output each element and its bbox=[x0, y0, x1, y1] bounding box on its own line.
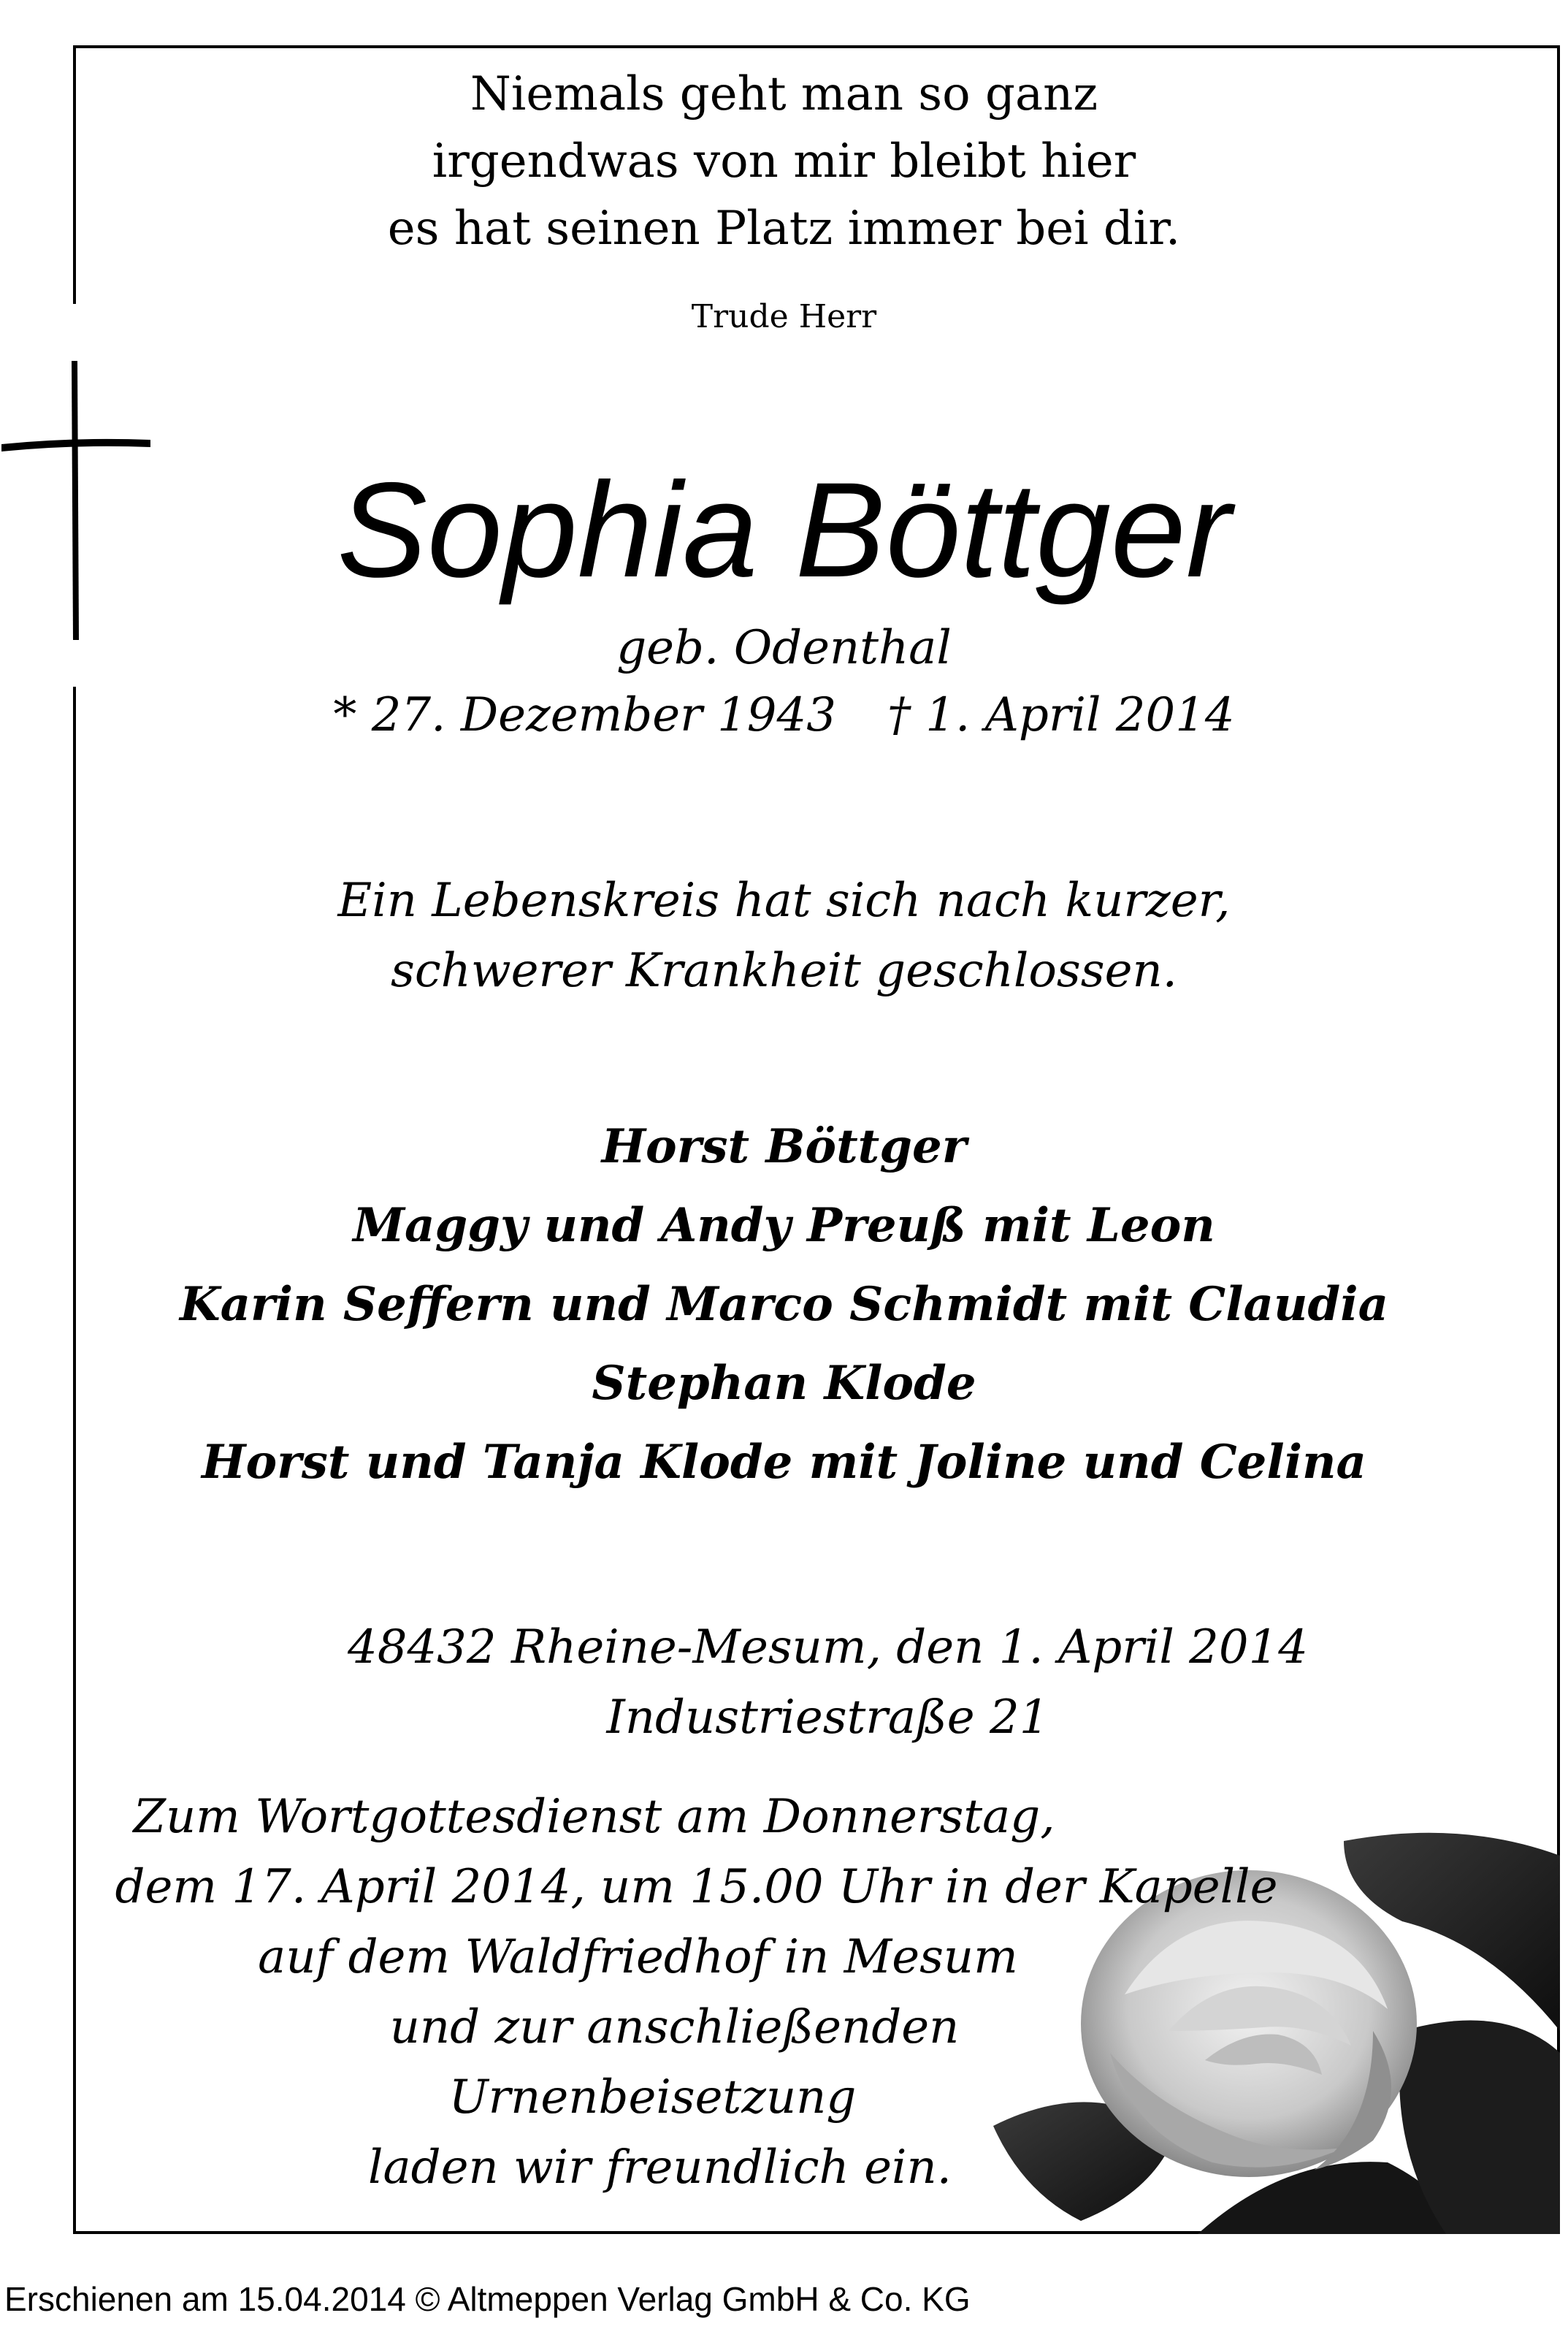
birth-name: geb. Odenthal bbox=[616, 621, 952, 675]
service-line-3: auf dem Waldfriedhof in Mesum bbox=[258, 1930, 1018, 1984]
service-line-2: dem 17. April 2014, um 15.00 Uhr in der Kapelle bbox=[115, 1860, 1278, 1914]
address-line-1: 48432 Rheine-Mesum, den 1. April 2014 bbox=[348, 1620, 1308, 1674]
life-dates bbox=[0, 688, 1568, 742]
mourner-4: Stephan Klode bbox=[592, 1356, 976, 1411]
mourner-5: Horst und Tanja Klode mit Joline und Celina bbox=[202, 1435, 1366, 1490]
service-line-5: Urnenbeisetzung bbox=[448, 2070, 857, 2124]
mourner-1: Horst Böttger bbox=[601, 1119, 967, 1174]
service-line-1: Zum Wortgottesdienst am Donnerstag, bbox=[133, 1790, 1055, 1844]
service-line-4: und zur anschließenden bbox=[389, 2000, 960, 2054]
birth-date: * 27. Dezember 1943 bbox=[333, 688, 836, 742]
frame-top-border bbox=[73, 45, 1560, 48]
deceased-name: Sophia Böttger bbox=[337, 455, 1231, 606]
address-line-2: Industriestraße 21 bbox=[606, 1690, 1049, 1745]
publication-credit: Erschienen am 15.04.2014 © Altmeppen Verlag GmbH & Co. KG bbox=[4, 2280, 971, 2318]
quote-line-1: Niemals geht man so ganz bbox=[470, 67, 1098, 121]
quote-line-3: es hat seinen Platz immer bei dir. bbox=[387, 202, 1181, 256]
quote-line-2: irgendwas von mir bleibt hier bbox=[432, 134, 1136, 188]
message-line-1: Ein Lebenskreis hat sich nach kurzer, bbox=[337, 874, 1231, 928]
message-line-2: schwerer Krankheit geschlossen. bbox=[390, 944, 1178, 998]
death-date: † 1. April 2014 bbox=[887, 688, 1235, 742]
quote-author: Trude Herr bbox=[691, 298, 877, 335]
service-line-6: laden wir freundlich ein. bbox=[367, 2141, 952, 2195]
mourner-2: Maggy und Andy Preuß mit Leon bbox=[353, 1198, 1215, 1253]
mourner-3: Karin Seffern und Marco Schmidt mit Claudia bbox=[179, 1277, 1389, 1332]
